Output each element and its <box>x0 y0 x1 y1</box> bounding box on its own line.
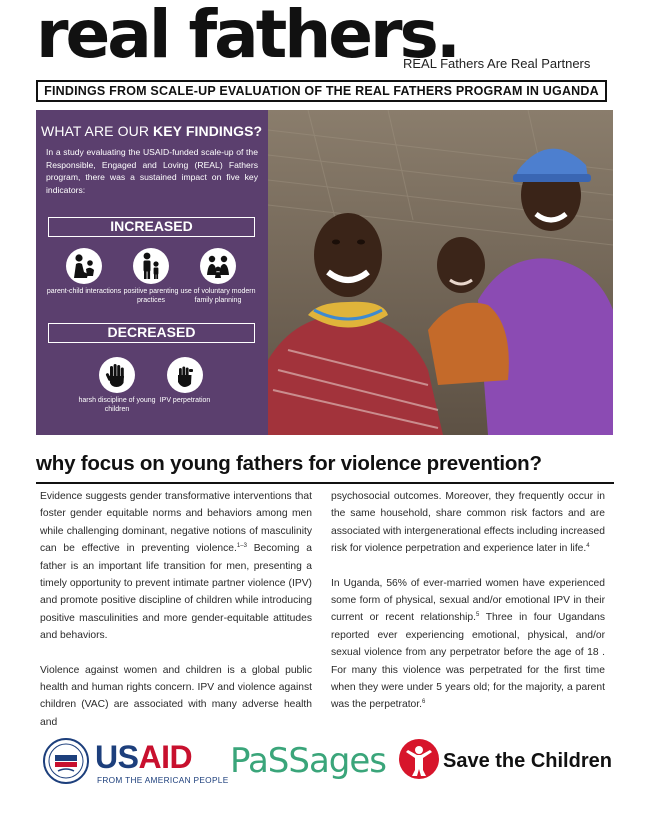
family-photo <box>268 110 613 435</box>
save-the-children-icon <box>398 738 440 780</box>
title-banner: FINDINGS FROM SCALE-UP EVALUATION OF THE REAL FATHERS PROGRAM IN UGANDA <box>36 80 607 102</box>
usaid-logo-aid: AID <box>138 739 193 775</box>
key-findings-intro: In a study evaluating the USAID-funded scale-up of the Responsible, Engaged and Loving (REAL) Fathers program, there was a sustained impact on five key indicators: <box>46 147 258 195</box>
family-icon <box>200 248 236 284</box>
paragraph-text: Violence against women and children is a global public health and human rights concern. IPV and violence against children (VAC) are associated with many adverse health and <box>40 664 312 728</box>
raised-hand-icon <box>99 357 135 393</box>
brand-logo-text: real fathers. <box>36 0 458 73</box>
passages-logo: PaSSages <box>230 741 387 781</box>
paragraph <box>40 488 312 645</box>
citation: 5 <box>476 612 480 619</box>
usaid-seal-icon <box>43 738 89 784</box>
paragraph-text: psychosocial outcomes. Moreover, they frequently occur in the same household, share common risk factors and are associated with intergenerational effects including increased risk for violence perpetration and experience later in life. <box>331 491 605 555</box>
paragraph <box>331 575 605 714</box>
key-findings-heading-strong: KEY FINDINGS? <box>153 123 263 139</box>
increased-band: INCREASED <box>48 217 255 237</box>
indicator-label: harsh discipline of young children <box>78 397 156 413</box>
citation: 6 <box>422 699 426 706</box>
usaid-tagline: FROM THE AMERICAN PEOPLE <box>97 775 229 785</box>
stop-fist-icon <box>167 357 203 393</box>
section-divider <box>36 482 614 484</box>
indicator-ipv-perpetration <box>144 357 226 406</box>
section-heading: why focus on young fathers for violence prevention? <box>36 452 542 475</box>
citation: 4 <box>586 543 590 550</box>
paragraph-text: Becoming a father is an important life transition for men, presenting a timely opportunity to prevent intimate partner violence (IPV) and promote positive discipline of children while introducing positive masculinities and more gender-equitable attitudes and behaviors. <box>40 543 312 642</box>
indicator-label: use of voluntary modern family planning <box>180 288 256 304</box>
save-the-children-logo-text: Save the Children <box>443 750 612 772</box>
citation: 1–3 <box>236 543 247 550</box>
key-findings-heading <box>41 123 262 139</box>
parent-and-child-standing-icon <box>133 248 169 284</box>
indicator-label: IPV perpetration <box>159 397 211 404</box>
body-column-right <box>331 488 605 731</box>
paragraph <box>331 488 605 558</box>
paragraph-text: Three in four Ugandans reported ever experiencing emotional, physical, and/or sexual violence from any perpetrator before the age of 18 . For many this violence was perpetrated for the first time when they were under 5 years old; for the majority, a parent was the perpetrator. <box>331 612 605 711</box>
usaid-logo-text <box>95 741 192 773</box>
body-column-left <box>40 488 312 748</box>
indicator-label: parent-child interactions <box>46 288 122 295</box>
key-findings-heading-prefix: WHAT ARE OUR <box>41 123 154 139</box>
indicator-family-planning <box>177 248 259 306</box>
tagline: REAL Fathers Are Real Partners <box>403 56 591 71</box>
parent-child-icon <box>66 248 102 284</box>
partner-logos <box>0 720 650 810</box>
indicator-label: positive parenting practices <box>123 288 179 304</box>
decreased-band: DECREASED <box>48 323 255 343</box>
key-findings-panel <box>36 110 268 435</box>
paragraph-text: Evidence suggests gender transformative interventions that foster gender equitable norms and behaviors among men while challenging dominant, negative notions of masculinity can be effective in preventing violence. <box>40 491 312 555</box>
paragraph-text: In Uganda, 56% of ever-married women have experienced some form of physical, sexual and/or emotional IPV in their current or recent relationship. <box>331 577 605 624</box>
usaid-logo-us: US <box>95 739 139 775</box>
